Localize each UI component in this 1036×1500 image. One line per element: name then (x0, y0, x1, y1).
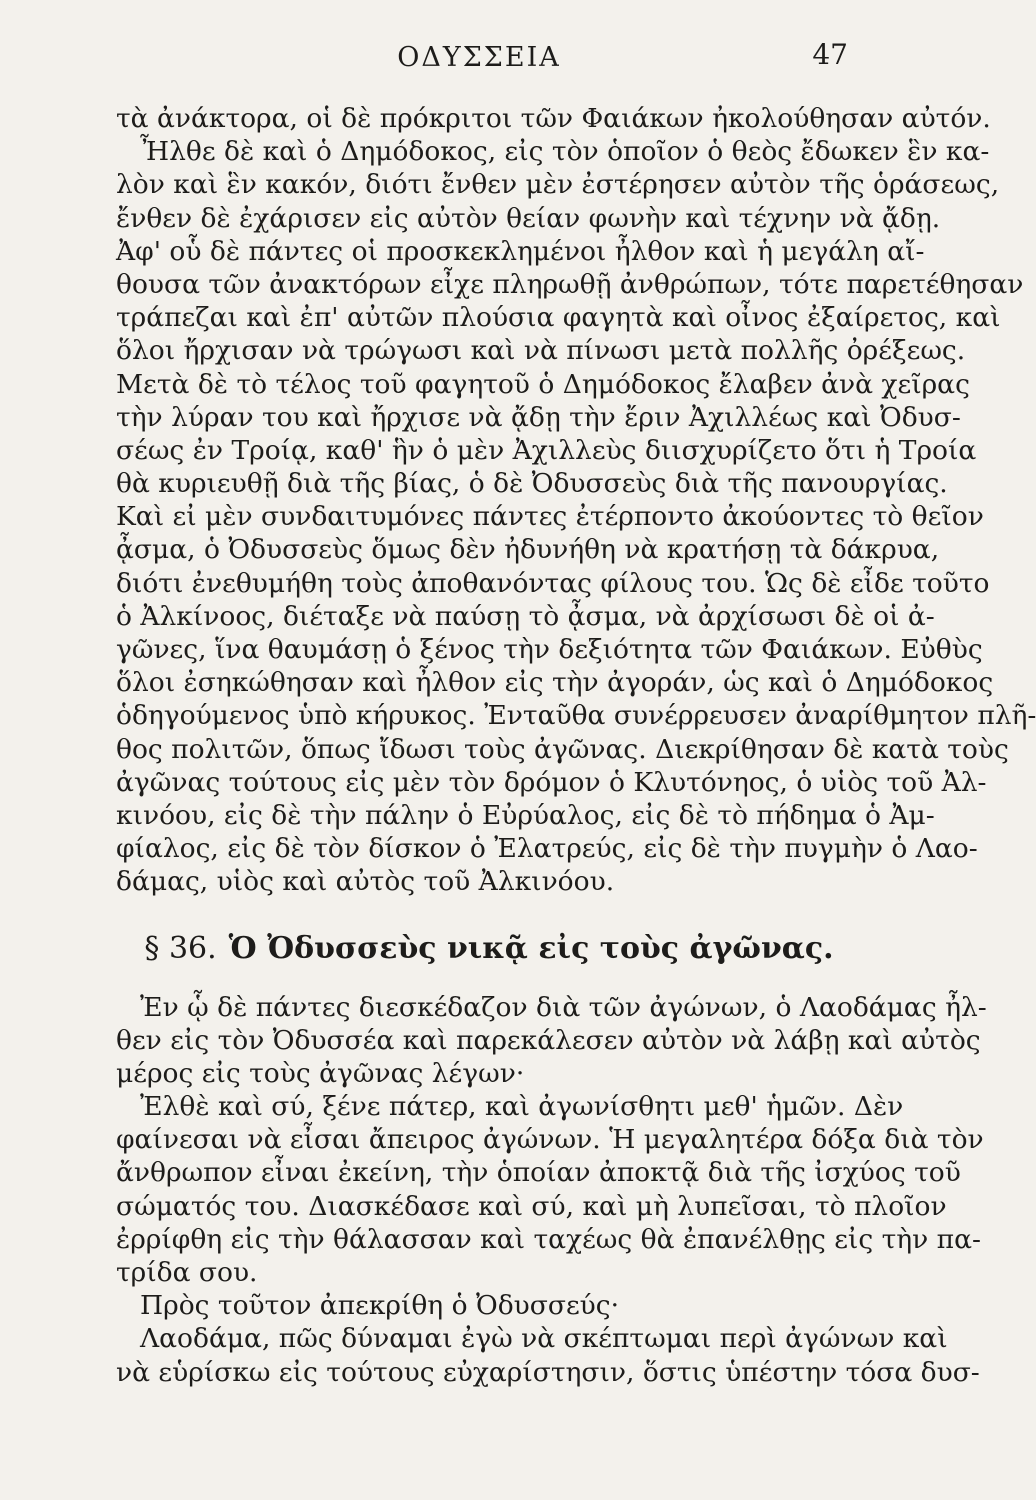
page-number: 47 (812, 38, 848, 71)
paragraph-3 (116, 1090, 984, 1289)
paragraph-1 (116, 102, 1036, 899)
text-line: κινόου, εἰς δὲ τὴν πάλην ὁ Εὐρύαλος, εἰς δὲ τὸ πήδημα ὁ Ἀμ- (116, 799, 935, 831)
text-line: θος πολιτῶν, ὅπως ἴδωσι τοὺς ἀγῶνας. Διεκρίθησαν δὲ κατὰ τοὺς (116, 733, 1009, 765)
text-line: τράπεζαι καὶ ἐπ' αὐτῶν πλούσια φαγητὰ καὶ οἶνος ἐξαίρετος, καὶ (116, 302, 1001, 334)
text-line: θουσα τῶν ἀνακτόρων εἶχε πληρωθῇ ἀνθρώπων, τότε παρετέθησαν (116, 268, 1024, 300)
text-line: Ἐλθὲ καὶ σύ, ξένε πάτερ, καὶ ἀγωνίσθητι μεθ' ἡμῶν. Δὲν (140, 1091, 904, 1123)
text-line: ὁ Ἀλκίνοος, διέταξε νὰ παύσῃ τὸ ᾆσμα, νὰ ἀρχίσωσι δὲ οἱ ἀ- (116, 600, 935, 632)
paragraph-5 (116, 1322, 980, 1388)
text-line: λὸν καὶ ἓν κακόν, διότι ἔνθεν μὲν ἐστέρησεν αὐτὸν τῆς ὁράσεως, (116, 169, 1000, 201)
text-line: τὴν λύραν του καὶ ἤρχισε νὰ ᾄδῃ τὴν ἔριν Ἀχιλλέως καὶ Ὀδυσ- (116, 401, 961, 433)
paragraph-4 (116, 1289, 862, 1322)
text-line: ὁδηγούμενος ὑπὸ κήρυκος. Ἐνταῦθα συνέρρευσεν ἀναρίθμητον πλῆ- (116, 700, 1036, 732)
text-line: Ἐν ᾧ δὲ πάντες διεσκέδαζον διὰ τῶν ἀγώνων, ὁ Λαοδάμας ἦλ- (140, 991, 987, 1023)
running-head: ΟΔΥΣΣΕΙΑ (397, 42, 561, 73)
text-line: ἄνθρωπον εἶναι ἐκείνη, τὴν ὁποίαν ἀποκτᾷ διὰ τῆς ἰσχύος τοῦ (116, 1157, 961, 1189)
text-line: μέρος εἰς τοὺς ἀγῶνας λέγων· (116, 1057, 525, 1089)
text-line: Λαοδάμα, πῶς δύναμαι ἐγὼ νὰ σκέπτωμαι περὶ ἀγώνων καὶ (140, 1323, 948, 1355)
text-line: διότι ἐνεθυμήθη τοὺς ἀποθανόντας φίλους του. Ὡς δὲ εἶδε τοῦτο (116, 567, 990, 599)
text-line: ὅλοι ἤρχισαν νὰ τρώγωσι καὶ νὰ πίνωσι μετὰ πολλῆς ὀρέξεως. (116, 335, 966, 367)
text-line: δάμας, υἱὸς καὶ αὐτὸς τοῦ Ἀλκινόου. (116, 866, 615, 898)
text-line: ἀγῶνας τούτους εἰς μὲν τὸν δρόμον ὁ Κλυτόνηος, ὁ υἱὸς τοῦ Ἀλ- (116, 766, 987, 798)
section-number: § 36. (144, 930, 217, 966)
text-line: Ἦλθε δὲ καὶ ὁ Δημόδοκος, εἰς τὸν ὁποῖον ὁ θεὸς ἔδωκεν ἓν κα- (140, 136, 990, 168)
page-header (0, 38, 958, 78)
text-line: φίαλος, εἰς δὲ τὸν δίσκον ὁ Ἐλατρεύς, εἰς δὲ τὴν πυγμὴν ὁ Λαο- (116, 833, 978, 865)
text-line: γῶνες, ἵνα θαυμάσῃ ὁ ξένος τὴν δεξιότητα τῶν Φαιάκων. Εὐθὺς (116, 634, 983, 665)
text-line: σώματός του. Διασκέδασε καὶ σύ, καὶ μὴ λυπεῖσαι, τὸ πλοῖον (116, 1190, 947, 1222)
text-line: Πρὸς τοῦτον ἀπεκρίθη ὁ Ὀδυσσεύς· (140, 1290, 620, 1322)
section-heading (116, 899, 862, 991)
text-line: ἐρρίφθη εἰς τὴν θάλασσαν καὶ ταχέως θὰ ἐπανέλθῃς εἰς τὴν πα- (116, 1223, 981, 1255)
text-line: θεν εἰς τὸν Ὀδυσσέα καὶ παρεκάλεσεν αὐτὸν νὰ λάβῃ καὶ αὐτὸς (116, 1024, 981, 1056)
paragraph-2 (116, 991, 987, 1091)
text-line: ὅλοι ἐσηκώθησαν καὶ ἦλθον εἰς τὴν ἀγοράν, ὡς καὶ ὁ Δημόδοκος (116, 667, 994, 699)
body-text (116, 102, 1036, 1389)
text-line: νὰ εὑρίσκω εἰς τούτους εὐχαρίστησιν, ὅστις ὑπέστην τόσα δυσ- (116, 1356, 980, 1388)
text-line: ἔνθεν δὲ ἐχάρισεν εἰς αὐτὸν θείαν φωνὴν καὶ τέχνην νὰ ᾄδῃ. (116, 202, 941, 234)
text-line: σέως ἐν Τροίᾳ, καθ' ἣν ὁ μὲν Ἀχιλλεὺς διισχυρίζετο ὅτι ἡ Τροία (116, 434, 977, 466)
text-line: τὰ ἀνάκτορα, οἱ δὲ πρόκριτοι τῶν Φαιάκων ἠκολούθησαν αὐτόν. (116, 103, 991, 134)
text-line: ᾆσμα, ὁ Ὀδυσσεὺς ὅμως δὲν ἠδυνήθη νὰ κρατήσῃ τὰ δάκρυα, (116, 534, 940, 566)
section-title: Ὁ Ὀδυσσεὺς νικᾷ εἰς τοὺς ἀγῶνας. (228, 930, 834, 966)
text-line: φαίνεσαι νὰ εἶσαι ἄπειρος ἀγώνων. Ἡ μεγαλητέρα δόξα διὰ τὸν (116, 1124, 984, 1156)
text-line: Μετὰ δὲ τὸ τέλος τοῦ φαγητοῦ ὁ Δημόδοκος ἔλαβεν ἀνὰ χεῖρας (116, 368, 970, 400)
text-line: τρίδα σου. (116, 1257, 258, 1288)
text-line: Καὶ εἰ μὲν συνδαιτυμόνες πάντες ἐτέρποντο ἀκούοντες τὸ θεῖον (116, 501, 984, 533)
text-line: Ἀφ' οὗ δὲ πάντες οἱ προσκεκλημένοι ἦλθον καὶ ἡ μεγάλη αἴ- (116, 235, 925, 267)
text-line: θὰ κυριευθῇ διὰ τῆς βίας, ὁ δὲ Ὀδυσσεὺς διὰ τῆς πανουργίας. (116, 468, 948, 500)
